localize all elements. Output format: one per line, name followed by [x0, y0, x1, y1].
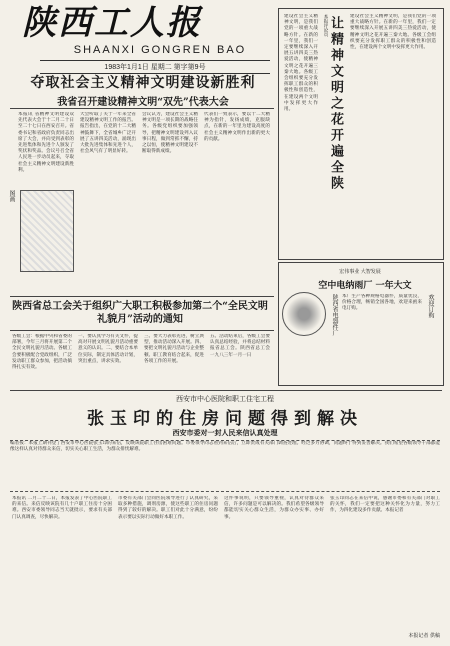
dateline: 1983年1月1日 星期二 第字第9号	[40, 60, 270, 74]
bottom-kicker: 西安市中心医院和职工住宅工程	[176, 395, 274, 403]
bottom-subheadline: 西安市委对一封人民来信认真处理	[172, 428, 278, 437]
lead-column-2: 大会听取了关于一年来全省建设精神文明工作的报告。报告指出，在党的十二大精神鼓舞下，全省城乡广泛开展了五讲四美活动，涌现出大批先进集体和先进个人，社会风气有了明显好转。	[80, 112, 136, 155]
notice-column-2: 一、要认真学习有关文件，提高对开展文明礼貌月活动重要意义的认识。二、要结合本单位实际，制定具体活动计划，突出重点，讲求实效。	[78, 334, 138, 364]
bottom-column-4: 张玉印同志在来信中说，感谢市委和有关部门对职工的关怀，我们一定要把这种关怀化为力量，努力工作，为四化建设多作贡献。本报记者	[330, 496, 440, 514]
bottom-rule	[10, 390, 442, 391]
commentary-author: 本报评论员	[323, 14, 328, 37]
dragon-logo-icon	[282, 292, 326, 336]
masthead-pinyin: SHAANXI GONGREN BAO	[73, 44, 247, 56]
ad-kicker: 宏伟事业 大智发展	[339, 269, 381, 275]
cartoon-label: 图画	[8, 190, 15, 202]
bottom-column-3: 这件事说明，只要领导重视，认真对待群众来信，许多问题是可以解决的。我们希望各级领导都能切实关心群众生活，为群众办实事、办好事。	[224, 496, 324, 520]
cartoon-image	[20, 190, 74, 272]
ad-vertical-right: 欢迎订购	[427, 294, 434, 318]
bottom-column-1: 本报讯 二月二十二日，本报发表了中心医院职工的来信。来信反映该院有几十户职工住房十分困难。西安市委领导同志当天就批示，要求有关部门认真调查，尽快解决。	[12, 496, 112, 520]
notice-rule-bottom	[10, 330, 274, 331]
editor-note: 编者按：本报上期刊登了西安市中心医院张玉印的来信，反映该院职工住房困难问题。市委领导同志看到来信后，立即责成有关部门调查处理。经过多方协调，问题终于得到妥善解决。我们希望各级领导干部都能像这样认真对待群众来信，切实关心职工生活，为群众排忧解难。	[10, 440, 440, 492]
ad-title: 空中电纳雨厂 一年大文	[318, 281, 412, 291]
lead-headline: 夺取社会主义精神文明建设新胜利	[30, 75, 256, 91]
commentary-title: 让精神文明之花开遍全陕	[328, 16, 343, 192]
lead-column-1: 本报讯 省精神文明建设双先代表大会于十二月二十日至二十七日在西安召开。省委书记和省政府负责同志出席了大会，并向受到表彰的先进集体和先进个人颁发了奖状和奖品。会议号召全省人民进一步动员起来，夺取社会主义精神文明建设新胜利。	[18, 112, 74, 173]
bottom-headline: 张玉印的住房问题得到解决	[87, 409, 363, 429]
lead-subheadline: 我省召开建设精神文明“双先”代表大会	[57, 97, 229, 108]
lead-rule	[10, 108, 274, 109]
bottom-column-2: 市委有关部门会同医院领导进行了认真研究，采取多种措施，调剂房源，使这些职工的住房问题得到了较好的解决。职工们对此十分满意，纷纷表示要以实际行动做好本职工作。	[118, 496, 218, 520]
lead-column-4: 代表们一致表示，要以十二大精神为指针，发扬成绩，克服缺点，在新的一年里为建设高度的社会主义精神文明作出新的更大的贡献。	[204, 112, 270, 142]
footer-credit: 本报记者 供稿	[408, 633, 440, 639]
notice-rule-top	[10, 296, 274, 297]
notice-column-3: 三、要大力表彰先进，树立典型，推动活动深入开展。四、要把文明礼貌月活动与企业整顿、职工教育结合起来，促进各项工作的开展。	[144, 334, 204, 364]
lead-column-3: 会议认为，建设社会主义精神文明是一项长期的战略任务。各级党组织要加强领导，把精神文明建设列入议事日程，做到常抓不懈，持之以恒，使精神文明建设不断取得新成绩。	[142, 112, 198, 155]
commentary-body-right: 建设社会主义精神文明，是我们党的一项重大战略方针。在新的一年里，我们一定要继续深入开展五讲四美三热爱活动，使精神文明之花开遍三秦大地。各级工会组织要充分发挥职工群众的积极性和创造性，在建设两个文明中发挥更大作用。	[350, 14, 436, 51]
notice-column-1: 各级工会：根据中央和省委的部署，今年三月将开展第二个全民文明礼貌月活动。各级工会要积极配合党政组织，广泛发动职工群众参加，把活动搞得扎实有效。	[12, 334, 72, 371]
notice-column-4: 五、活动结束后，各级工会要认真总结经验，并将总结材料报省总工会。陕西省总工会 一九八三年一月一日	[210, 334, 270, 358]
masthead-title: 陕西工人报	[22, 3, 202, 43]
ad-body: 本厂生产各种规格电器件，质量优良，价格合理，畅销全国各地，欢迎来函来电订购。	[342, 294, 422, 312]
ad-vertical-left: 陕西省电器件厂	[331, 294, 338, 336]
notice-headline: 陕西省总工会关于组织广大职工积极参加第二个“全民文明礼貌月”活动的通知	[12, 301, 268, 325]
commentary-body-left: 建设社会主义精神文明，是我们党的一项重大战略方针。在新的一年里，我们一定要继续深入开展五讲四美三热爱活动，使精神文明之花开遍三秦大地。各级工会组织要充分发挥职工群众的积极性和创造性，在建设两个文明中发挥更大作用。	[284, 14, 318, 113]
